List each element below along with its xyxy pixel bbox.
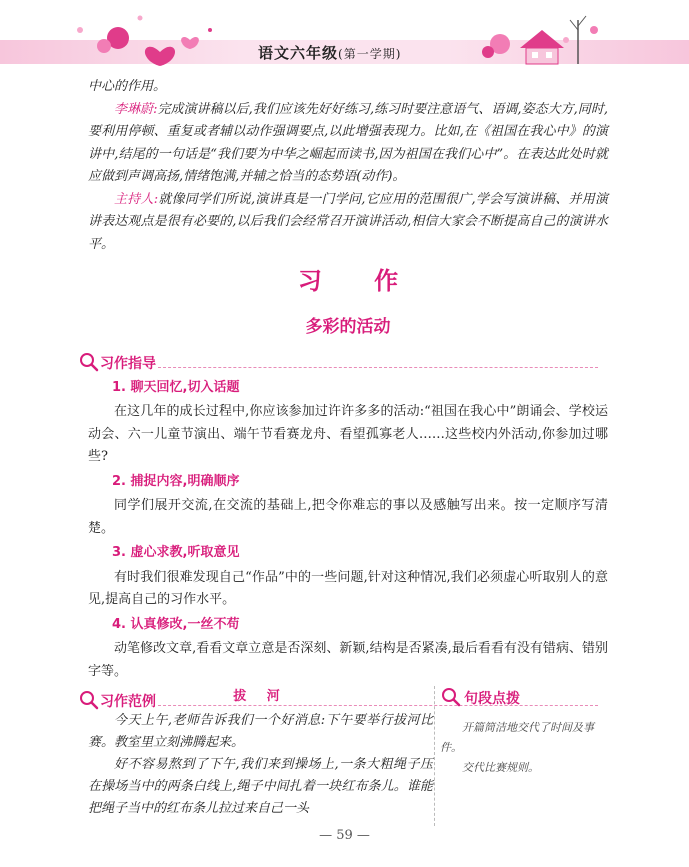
book-title-term: (第一学期) xyxy=(338,47,402,61)
annotation-sidebar xyxy=(440,686,610,778)
sidebar-divider xyxy=(434,686,435,826)
speaker-name: 李琳蔚: xyxy=(114,101,158,117)
guide-heading xyxy=(78,351,608,375)
sidebar-notes xyxy=(440,718,610,778)
essay-paragraph: 好不容易熬到了下午,我们来到操场上,一条大粗绳子压在操场当中的两条白线上,绳子中间扎着一块红布条儿。谁能把绳子当中的红布条儿拉过来自己一头 xyxy=(88,757,433,816)
heading-divider xyxy=(158,367,598,368)
sidebar-note: 交代比赛规则。 xyxy=(462,761,539,774)
magnifier-icon xyxy=(78,351,100,373)
intro-paragraph xyxy=(88,99,608,189)
guide-step-title: 4. 认真修改,一丝不苟 xyxy=(112,616,240,632)
guide-label: 习作指导 xyxy=(100,355,156,372)
sidebar-note: 开篇简洁地交代了时间及事件。 xyxy=(440,721,594,754)
house-tree-decoration-icon xyxy=(470,0,610,70)
page-body xyxy=(88,76,608,713)
guide-step-text: 动笔修改文章,看看文章立意是否深刻、新颖,结构是否紧凑,最后看看有没有错病、错别字等。 xyxy=(88,641,608,679)
essay-title: 拔 河 xyxy=(233,689,288,704)
page-header xyxy=(0,0,689,72)
guide-step-text: 同学们展开交流,在交流的基础上,把令你难忘的事以及感触写出来。按一定顺序写清楚。 xyxy=(88,498,608,536)
guide-step-text: 在这几年的成长过程中,你应该参加过许许多多的活动:“祖国在我心中”朗诵会、学校运动会、六一儿童节演出、端午节看赛龙舟、看望孤寡老人……这些校内外活动,你参加过哪些? xyxy=(88,404,608,464)
intro-text: 就像同学们所说,演讲真是一门学问,它应用的范围很广,学会写演讲稿、并用演讲表达观点是很有必要的,以后我们会经常召开演讲活动,相信大家会不断提高自己的演讲水平。 xyxy=(88,191,608,252)
sidebar-label: 句段点拨 xyxy=(464,691,520,707)
topic-title: 多彩的活动 xyxy=(305,317,391,337)
guide-step-text: 有时我们很难发现自己“作品”中的一些问题,针对这种情况,我们必须虚心听取别人的意见,提高自己的习作水平。 xyxy=(88,569,608,607)
example-essay xyxy=(88,686,433,820)
book-title xyxy=(258,42,401,63)
sidebar-heading xyxy=(440,686,610,710)
guide-step-title: 3. 虚心求教,听取意见 xyxy=(112,545,240,560)
section-title: 习 作 xyxy=(297,266,421,295)
guide-step-title: 2. 捕捉内容,明确顺序 xyxy=(112,473,240,489)
example-label: 习作范例 xyxy=(100,694,156,710)
intro-paragraph xyxy=(88,189,608,257)
page-number: — 59 — xyxy=(319,828,370,843)
book-title-main: 语文六年级 xyxy=(258,44,339,62)
intro-line-0 xyxy=(88,76,608,99)
intro-text: 完成演讲稿以后,我们应该先好好练习,练习时要注意语气、语调,姿态大方,同时,要利用停顿、重复或者辅以动作强调要点,以此增强表现力。比如,在《祖国在我心中》的演讲中,结尾的一句话是“我们要为中华之崛起而读书,因为祖国在我们心中”。在表达此处时就应做到声调高扬,情绪饱满,并辅之恰当的态势语(动作)。 xyxy=(88,101,608,184)
essay-paragraph: 今天上午,老师告诉我们一个好消息:下午要举行拔河比赛。教室里立刻沸腾起来。 xyxy=(88,713,433,750)
intro-text: 中心的作用。 xyxy=(88,79,167,94)
magnifier-icon xyxy=(440,686,462,708)
heart-decoration-icon xyxy=(60,0,240,70)
guide-step-title: 1. 聊天回忆,切入话题 xyxy=(112,379,240,395)
speaker-name: 主持人: xyxy=(114,191,159,207)
